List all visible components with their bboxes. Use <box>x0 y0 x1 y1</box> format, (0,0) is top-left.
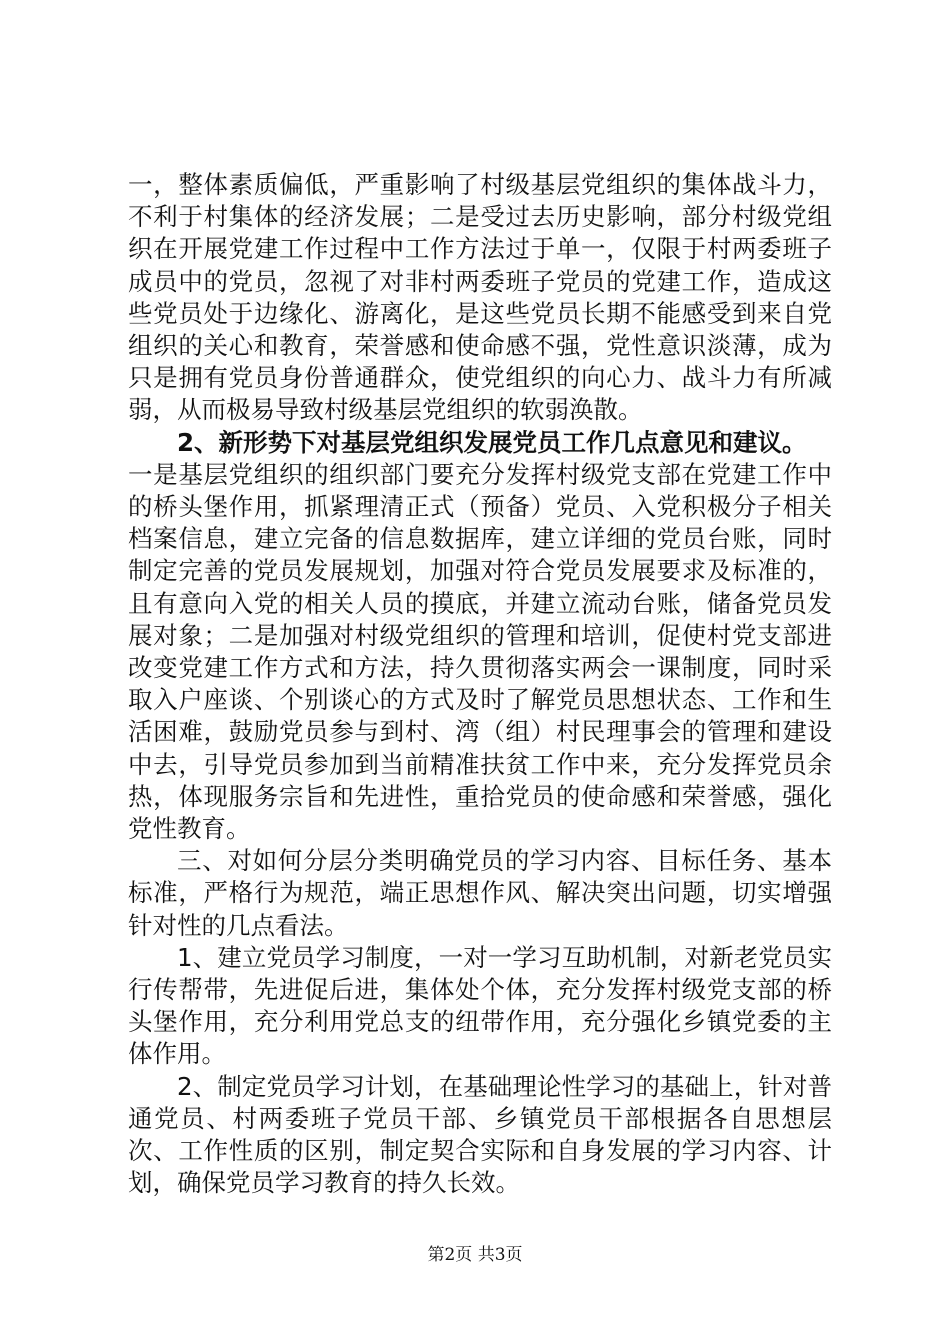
document-body <box>128 169 832 1200</box>
paragraph-4: 三、对如何分层分类明确党员的学习内容、目标任务、基本标准，严格行为规范，端正思想作风、解决突出问题，切实增强针对性的几点看法。 <box>128 846 832 940</box>
paragraph-2-heading: 2、新形势下对基层党组织发展党员工作几点意见和建议。 <box>177 427 807 457</box>
paragraph-5: 1、建立党员学习制度，一对一学习互助机制，对新老党员实行传帮带，先进促后进，集体处个体，充分发挥村级党支部的桥头堡作用，充分利用党总支的纽带作用，充分强化乡镇党委的主体作用。 <box>128 942 832 1069</box>
page-footer: 第2页 共3页 <box>427 1245 523 1265</box>
paragraph-1: 一，整体素质偏低，严重影响了村级基层党组织的集体战斗力，不利于村集体的经济发展；二是受过去历史影响，部分村级党组织在开展党建工作过程中工作方法过于单一，仅限于村两委班子成员中的党员，忽视了对非村两委班子党员的党建工作，造成这些党员处于边缘化、游离化，是这些党员长期不能感受到来自党组织的关心和教育，荣誉感和使命感不强，党性意识淡薄，成为只是拥有党员身份普通群众，使党组织的向心力、战斗力有所减弱，从而极易导致村级基层党组织的软弱涣散。 <box>128 170 832 425</box>
paragraph-6: 2、制定党员学习计划，在基础理论性学习的基础上，针对普通党员、村两委班子党员干部、乡镇党员干部根据各自思想层次、工作性质的区别，制定契合实际和自身发展的学习内容、计划，确保党员学习教育的持久长效。 <box>128 1071 832 1198</box>
paragraph-3: 一是基层党组织的组织部门要充分发挥村级党支部在党建工作中的桥头堡作用，抓紧理清正式（预备）党员、入党积极分子相关档案信息，建立完备的信息数据库，建立详细的党员台账，同时制定完善的党员发展规划，加强对符合党员发展要求及标准的，且有意向入党的相关人员的摸底，并建立流动台账，储备党员发展对象；二是加强对村级党组织的管理和培训，促使村党支部进改变党建工作方式和方法，持久贯彻落实两会一课制度，同时采取入户座谈、个别谈心的方式及时了解党员思想状态、工作和生活困难，鼓励党员参与到村、湾（组）村民理事会的管理和建设中去，引导党员参加到当前精准扶贫工作中来，充分发挥党员余热，体现服务宗旨和先进性，重拾党员的使命感和荣誉感，强化党性教育。 <box>128 459 832 844</box>
